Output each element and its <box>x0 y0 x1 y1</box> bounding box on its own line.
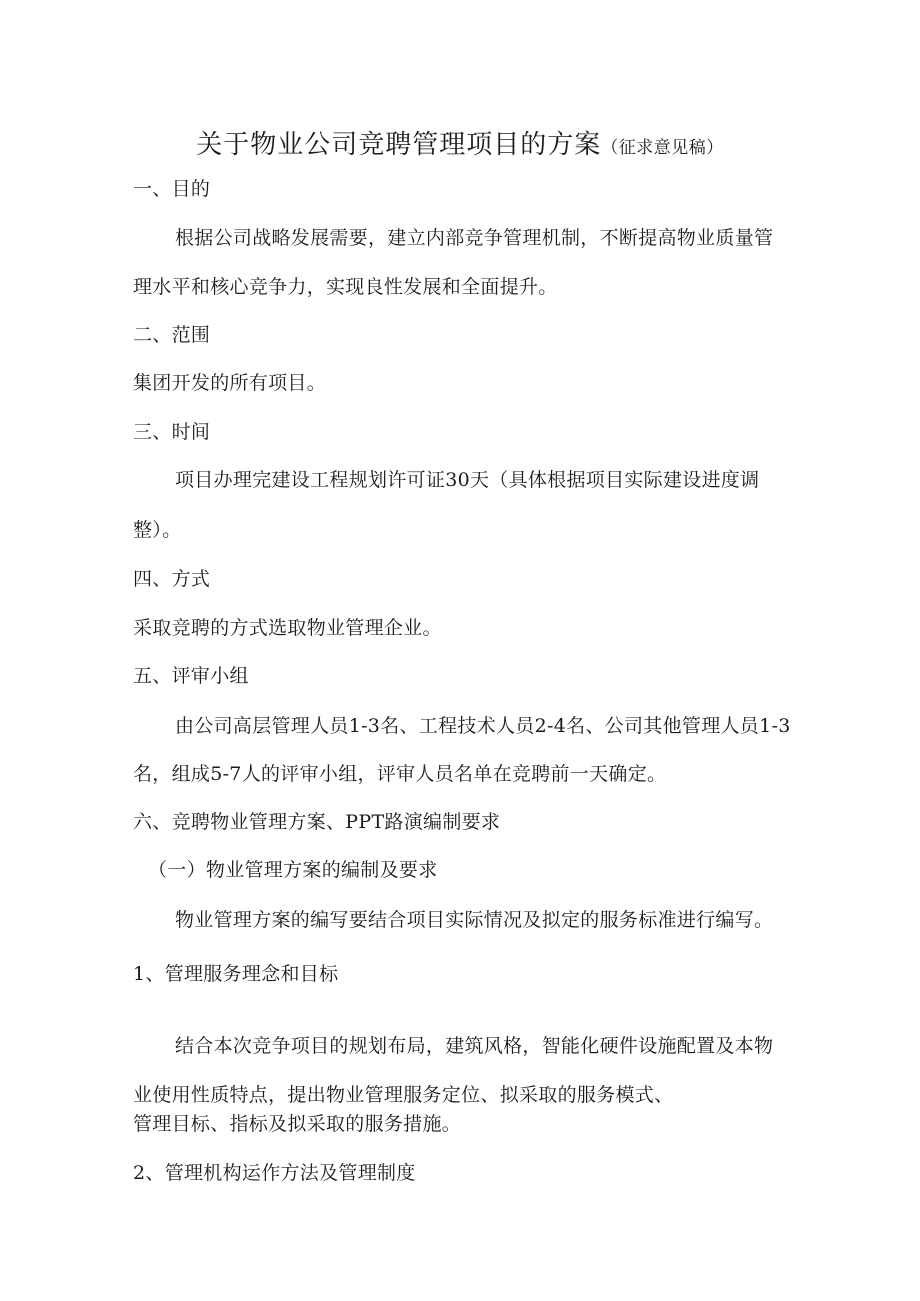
item-heading-service-concept: 1、管理服务理念和目标 <box>133 963 339 985</box>
section-heading-review-panel: 五、评审小组 <box>133 665 249 687</box>
section-heading-method: 四、方式 <box>133 568 211 590</box>
paragraph-time-line-1: 项目办理完建设工程规划许可证30天（具体根据项目实际建设进度调 <box>175 469 760 491</box>
title-main: 关于物业公司竞聘管理项目的方案 <box>196 130 602 160</box>
paragraph-time-line-2: 整）。 <box>133 519 182 541</box>
paragraph-method: 采取竞聘的方式选取物业管理企业。 <box>133 617 442 639</box>
paragraph-review-panel-line-2: 名，组成5-7人的评审小组，评审人员名单在竞聘前一天确定。 <box>133 763 667 785</box>
paragraph-plan: 物业管理方案的编写要结合项目实际情况及拟定的服务标准进行编写。 <box>175 909 774 931</box>
subsection-heading-plan: （一）物业管理方案的编制及要求 <box>148 859 438 881</box>
section-heading-purpose: 一、目的 <box>133 178 211 200</box>
paragraph-service-concept-line-3: 管理目标、指标及拟采取的服务措施。 <box>133 1113 462 1135</box>
paragraph-purpose-line-2: 理水平和核心竞争力，实现良性发展和全面提升。 <box>133 276 558 298</box>
section-heading-requirements: 六、竞聘物业管理方案、PPT路演编制要求 <box>133 811 501 833</box>
item-heading-management-structure: 2、管理机构运作方法及管理制度 <box>133 1162 416 1184</box>
paragraph-service-concept-line-1: 结合本次竞争项目的规划布局，建筑风格，智能化硬件设施配置及本物 <box>175 1035 774 1057</box>
title-suffix: （征求意见稿） <box>601 138 724 158</box>
paragraph-service-concept-line-2: 业使用性质特点，提出物业管理服务定位、拟采取的服务模式、 <box>133 1084 674 1106</box>
paragraph-purpose-line-1: 根据公司战略发展需要，建立内部竞争管理机制，不断提高物业质量管 <box>175 227 774 249</box>
paragraph-review-panel-line-1: 由公司高层管理人员1-3名、工程技术人员2-4名、公司其他管理人员1-3 <box>175 715 791 737</box>
document-title <box>0 124 920 161</box>
section-heading-time: 三、时间 <box>133 421 211 443</box>
paragraph-scope: 集团开发的所有项目。 <box>133 372 327 394</box>
section-heading-scope: 二、范围 <box>133 324 211 346</box>
